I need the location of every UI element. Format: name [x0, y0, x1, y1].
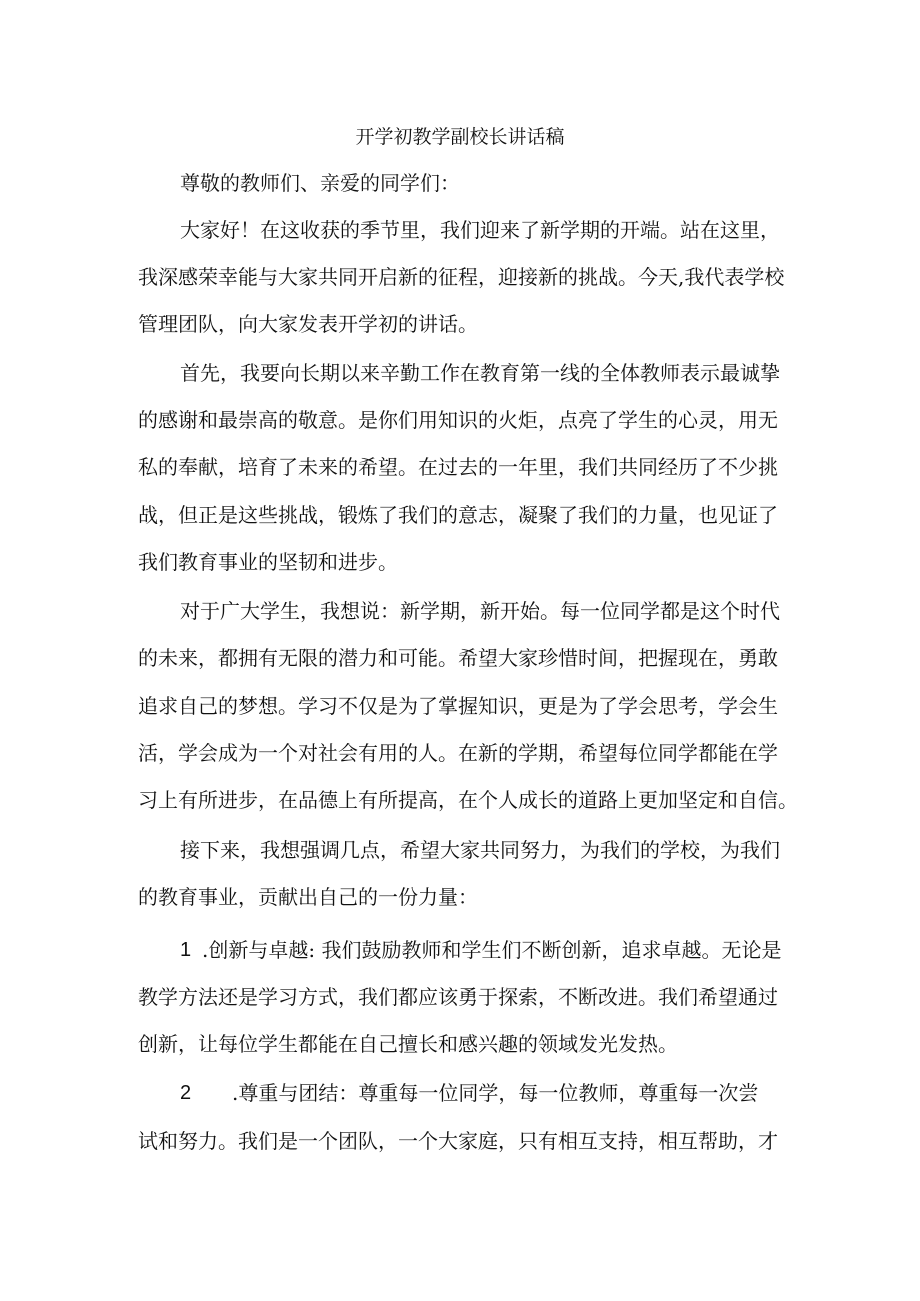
paragraph-2-line-5: 我们教育事业的坚韧和进步。 [138, 550, 398, 574]
paragraph-1-line-2: 我深感荣幸能与大家共同开启新的征程，迎接新的挑战。今天,我代表学校 [138, 265, 785, 289]
list-item-1-first-line: .创新与卓越: 我们鼓励教师和学生们不断创新，追求卓越。无论是 [202, 938, 782, 962]
paragraph-1-line-1: 大家好！在这收获的季节里，我们迎来了新学期的开端。站在这里， [180, 218, 780, 242]
list-item-1-number: 1 [180, 939, 192, 961]
paragraph-2-line-4: 战，但正是这些挑战，锻炼了我们的意志，凝聚了我们的力量，也见证了 [138, 503, 778, 527]
paragraph-4-line-2: 的教育事业，贡献出自己的一份力量： [138, 885, 478, 909]
list-item-2-line-2: 试和努力。我们是一个团队，一个大家庭，只有相互支持，相互帮助，才 [138, 1129, 778, 1153]
list-item-2-first-line: .尊重与团结：尊重每一位同学，每一位教师，尊重每一次尝 [232, 1081, 759, 1105]
paragraph-2-line-2: 的感谢和最崇高的敬意。是你们用知识的火炬，点亮了学生的心灵，用无 [138, 408, 778, 432]
greeting: 尊敬的教师们、亲爱的同学们： [180, 171, 460, 195]
list-item-2-number: 2 [180, 1082, 192, 1104]
paragraph-3-line-1: 对于广大学生，我想说：新学期，新开始。每一位同学都是这个时代 [180, 599, 780, 623]
document-title: 开学初教学副校长讲话稿 [355, 126, 565, 148]
list-item-1-line-3: 创新，让每位学生都能在自己擅长和感兴趣的领域发光发热。 [138, 1032, 678, 1056]
paragraph-3-line-2: 的未来，都拥有无限的潜力和可能。希望大家珍惜时间，把握现在，勇敢 [138, 646, 778, 670]
paragraph-3-line-5: 习上有所进步，在品德上有所提高，在个人成长的道路上更加坚定和自信。 [138, 788, 798, 812]
list-item-1-line-2: 教学方法还是学习方式，我们都应该勇于探索，不断改进。我们希望通过 [138, 985, 778, 1009]
paragraph-2-line-1: 首先，我要向长期以来辛勤工作在教育第一线的全体教师表示最诚挚 [180, 361, 780, 385]
paragraph-4-line-1: 接下来，我想强调几点，希望大家共同努力，为我们的学校，为我们 [180, 838, 780, 862]
paragraph-1-line-3: 管理团队，向大家发表开学初的讲话。 [138, 312, 478, 336]
paragraph-3-line-4: 活，学会成为一个对社会有用的人。在新的学期，希望每位同学都能在学 [138, 741, 778, 765]
paragraph-2-line-3: 私的奉献，培育了未来的希望。在过去的一年里，我们共同经历了不少挑 [138, 455, 778, 479]
paragraph-3-line-3: 追求自己的梦想。学习不仅是为了掌握知识，更是为了学会思考，学会生 [138, 694, 778, 718]
